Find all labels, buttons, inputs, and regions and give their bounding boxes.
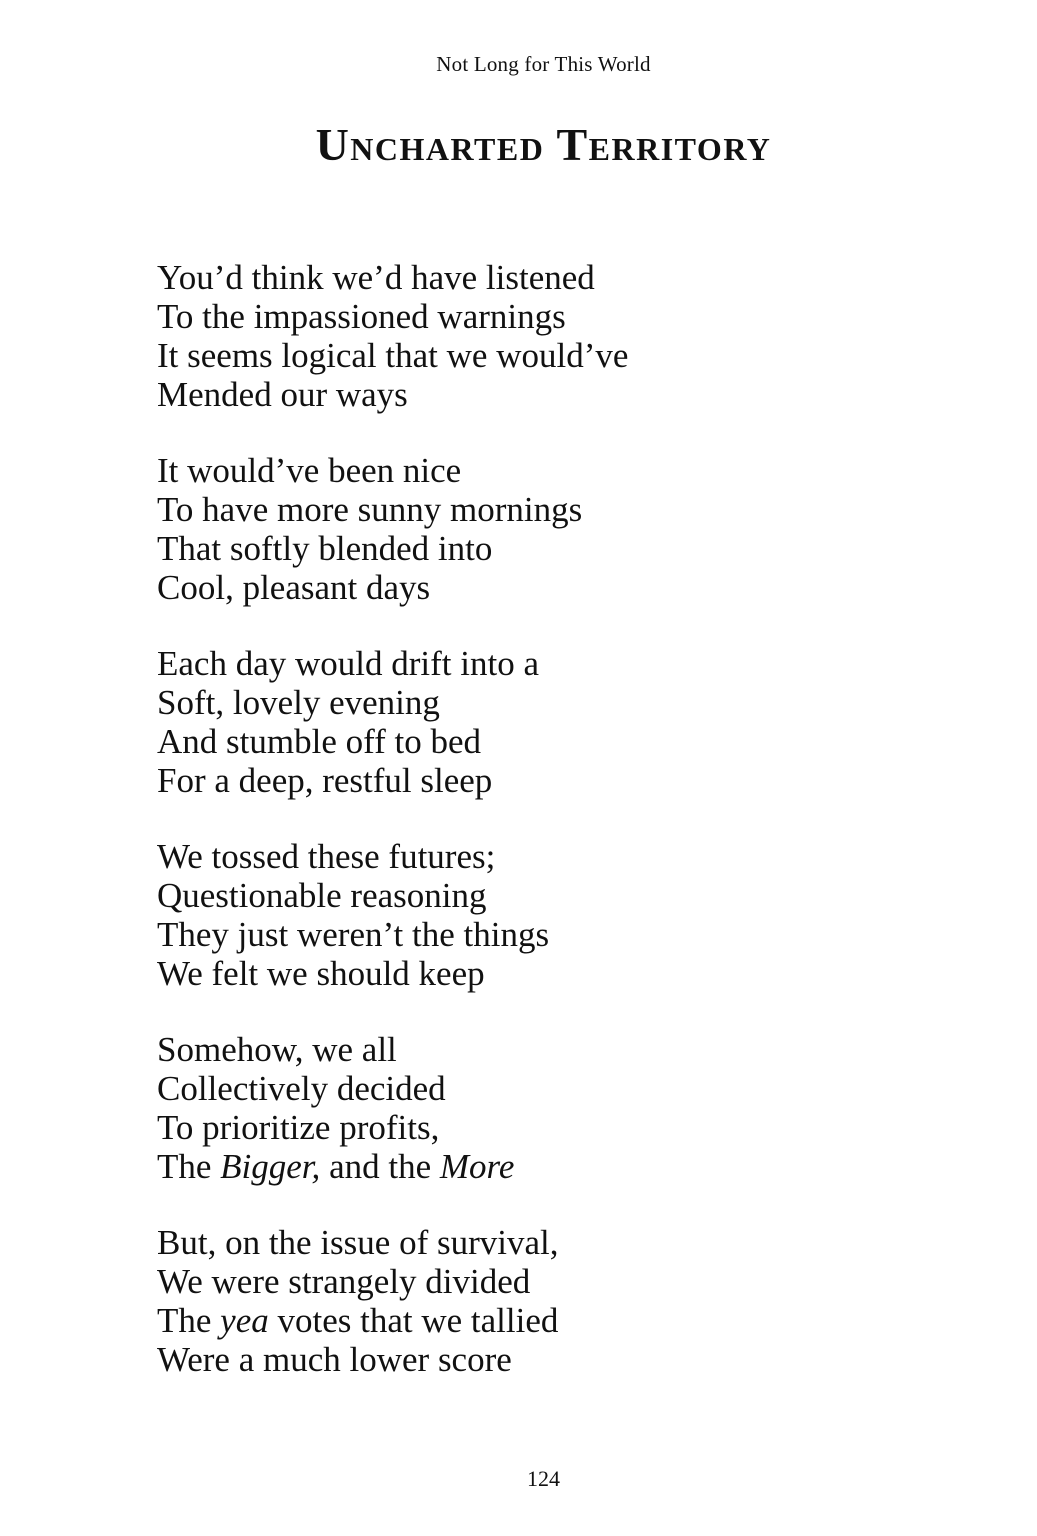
poem-line: To prioritize profits, bbox=[157, 1108, 440, 1147]
text-span: The bbox=[157, 1301, 221, 1340]
poem-line: Collectively decided bbox=[157, 1069, 446, 1108]
stanza-3 bbox=[157, 644, 857, 800]
poem-line: Somehow, we all bbox=[157, 1030, 397, 1069]
poem-line: But, on the issue of survival, bbox=[157, 1223, 559, 1262]
poem-line: Questionable reasoning bbox=[157, 876, 487, 915]
stanza-5 bbox=[157, 1030, 857, 1186]
poem-line: And stumble off to bed bbox=[157, 722, 482, 761]
poem-line: You’d think we’d have listened bbox=[157, 258, 595, 297]
stanza-1 bbox=[157, 258, 857, 414]
page-number: 124 bbox=[527, 1466, 560, 1491]
poem-body bbox=[157, 258, 857, 1416]
poem-line: They just weren’t the things bbox=[157, 915, 550, 954]
poem-line: We felt we should keep bbox=[157, 954, 485, 993]
poem-line: It would’ve been nice bbox=[157, 451, 462, 490]
poem-line: It seems logical that we would’ve bbox=[157, 336, 629, 375]
stanza-6 bbox=[157, 1223, 857, 1379]
poem-line-mixed bbox=[157, 1147, 857, 1186]
text-span: The bbox=[157, 1147, 221, 1186]
poem-line: Soft, lovely evening bbox=[157, 683, 440, 722]
poem-line: We tossed these futures; bbox=[157, 837, 496, 876]
text-span: and the bbox=[320, 1147, 440, 1186]
poem-line: Mended our ways bbox=[157, 375, 408, 414]
poem-line: Each day would drift into a bbox=[157, 644, 539, 683]
text-span: votes that we tallied bbox=[268, 1301, 559, 1340]
italic-word: More bbox=[439, 1147, 515, 1186]
stanza-4 bbox=[157, 837, 857, 993]
poem-title: Uncharted Territory bbox=[315, 119, 772, 170]
poem-line: We were strangely divided bbox=[157, 1262, 531, 1301]
italic-word: yea bbox=[220, 1301, 269, 1340]
poem-line: Were a much lower score bbox=[157, 1340, 512, 1379]
running-header: Not Long for This World bbox=[436, 52, 651, 76]
poem-line: To have more sunny mornings bbox=[157, 490, 583, 529]
poem-line: For a deep, restful sleep bbox=[157, 761, 493, 800]
poem-line: Cool, pleasant days bbox=[157, 568, 431, 607]
stanza-2 bbox=[157, 451, 857, 607]
italic-word: Bigger, bbox=[220, 1147, 321, 1186]
poem-line-mixed bbox=[157, 1301, 857, 1340]
poem-line: That softly blended into bbox=[157, 529, 493, 568]
poem-line: To the impassioned warnings bbox=[157, 297, 566, 336]
